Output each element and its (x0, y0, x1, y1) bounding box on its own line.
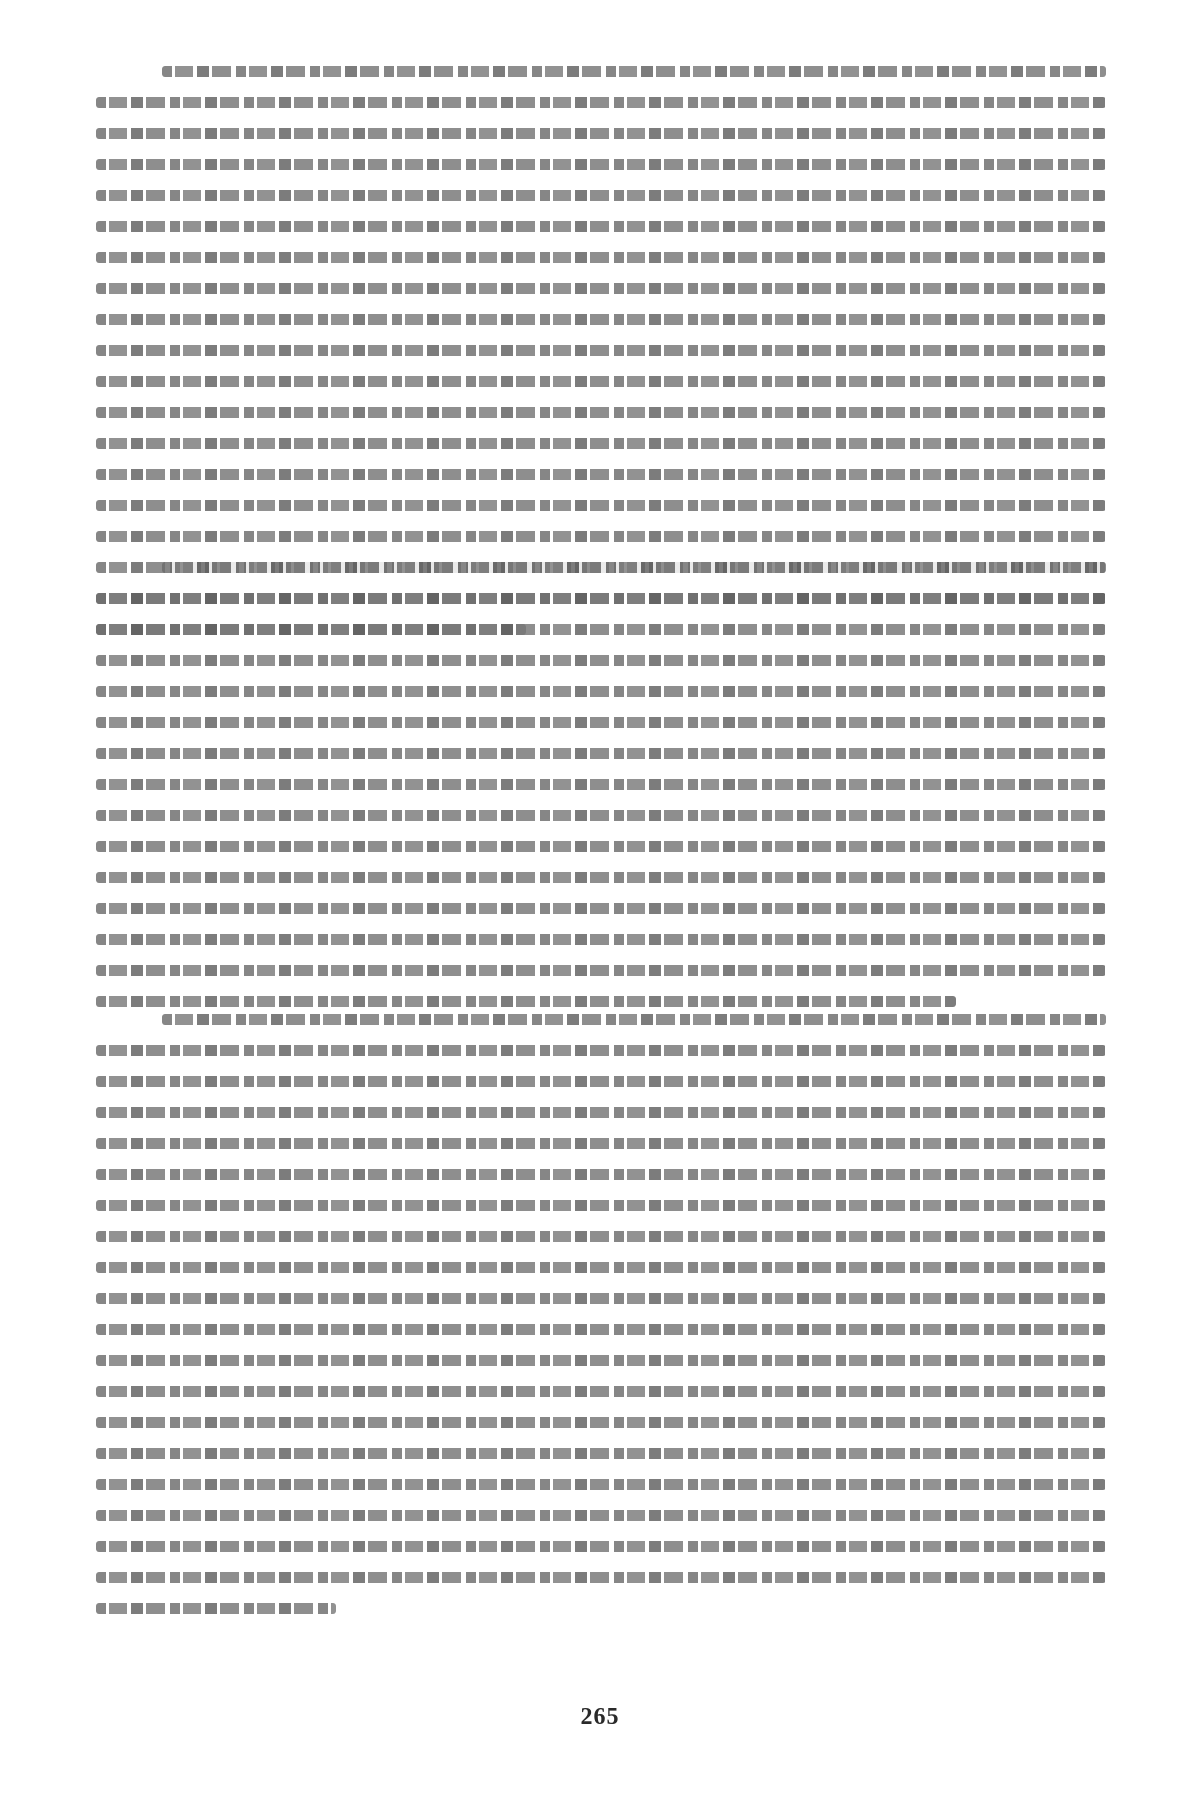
text-line (96, 810, 1106, 821)
text-line (96, 1076, 1106, 1087)
text-line (96, 1386, 1106, 1397)
text-line (162, 562, 1106, 573)
text-line (96, 1448, 1106, 1459)
text-line (96, 624, 1106, 635)
text-line (96, 97, 1106, 108)
text-line (96, 376, 1106, 387)
text-line (96, 128, 1106, 139)
text-line (96, 1479, 1106, 1490)
text-line (162, 1014, 1106, 1025)
text-line (96, 1138, 1106, 1149)
text-line (96, 500, 1106, 511)
text-line (96, 872, 1106, 883)
text-line (96, 841, 1106, 852)
text-line (96, 1541, 1106, 1552)
text-line (96, 996, 956, 1007)
text-line (96, 1200, 1106, 1211)
text-line (96, 283, 1106, 294)
text-line (96, 1417, 1106, 1428)
text-line (96, 1107, 1106, 1118)
page-number: 265 (580, 1704, 620, 1730)
text-line (96, 1293, 1106, 1304)
text-line (96, 779, 1106, 790)
text-line (96, 1572, 1106, 1583)
text-line (96, 221, 1106, 232)
text-line (96, 655, 1106, 666)
text-line (96, 593, 1106, 604)
text-line (96, 1169, 1106, 1180)
text-line (96, 717, 1106, 728)
text-line (96, 159, 1106, 170)
text-line (96, 252, 1106, 263)
text-line (96, 190, 1106, 201)
text-line (96, 1045, 1106, 1056)
text-line (96, 965, 1106, 976)
text-line (96, 407, 1106, 418)
text-line (162, 66, 1106, 77)
text-line (96, 531, 1106, 542)
text-line (96, 345, 1106, 356)
text-line (96, 903, 1106, 914)
text-line (96, 1355, 1106, 1366)
text-line (96, 1510, 1106, 1521)
text-line (96, 1603, 336, 1614)
text-line (96, 934, 1106, 945)
text-line (96, 686, 1106, 697)
text-line (96, 314, 1106, 325)
text-line (96, 1231, 1106, 1242)
text-line (96, 1324, 1106, 1335)
text-line (96, 748, 1106, 759)
text-line (96, 438, 1106, 449)
text-line (96, 469, 1106, 480)
text-line (96, 1262, 1106, 1273)
